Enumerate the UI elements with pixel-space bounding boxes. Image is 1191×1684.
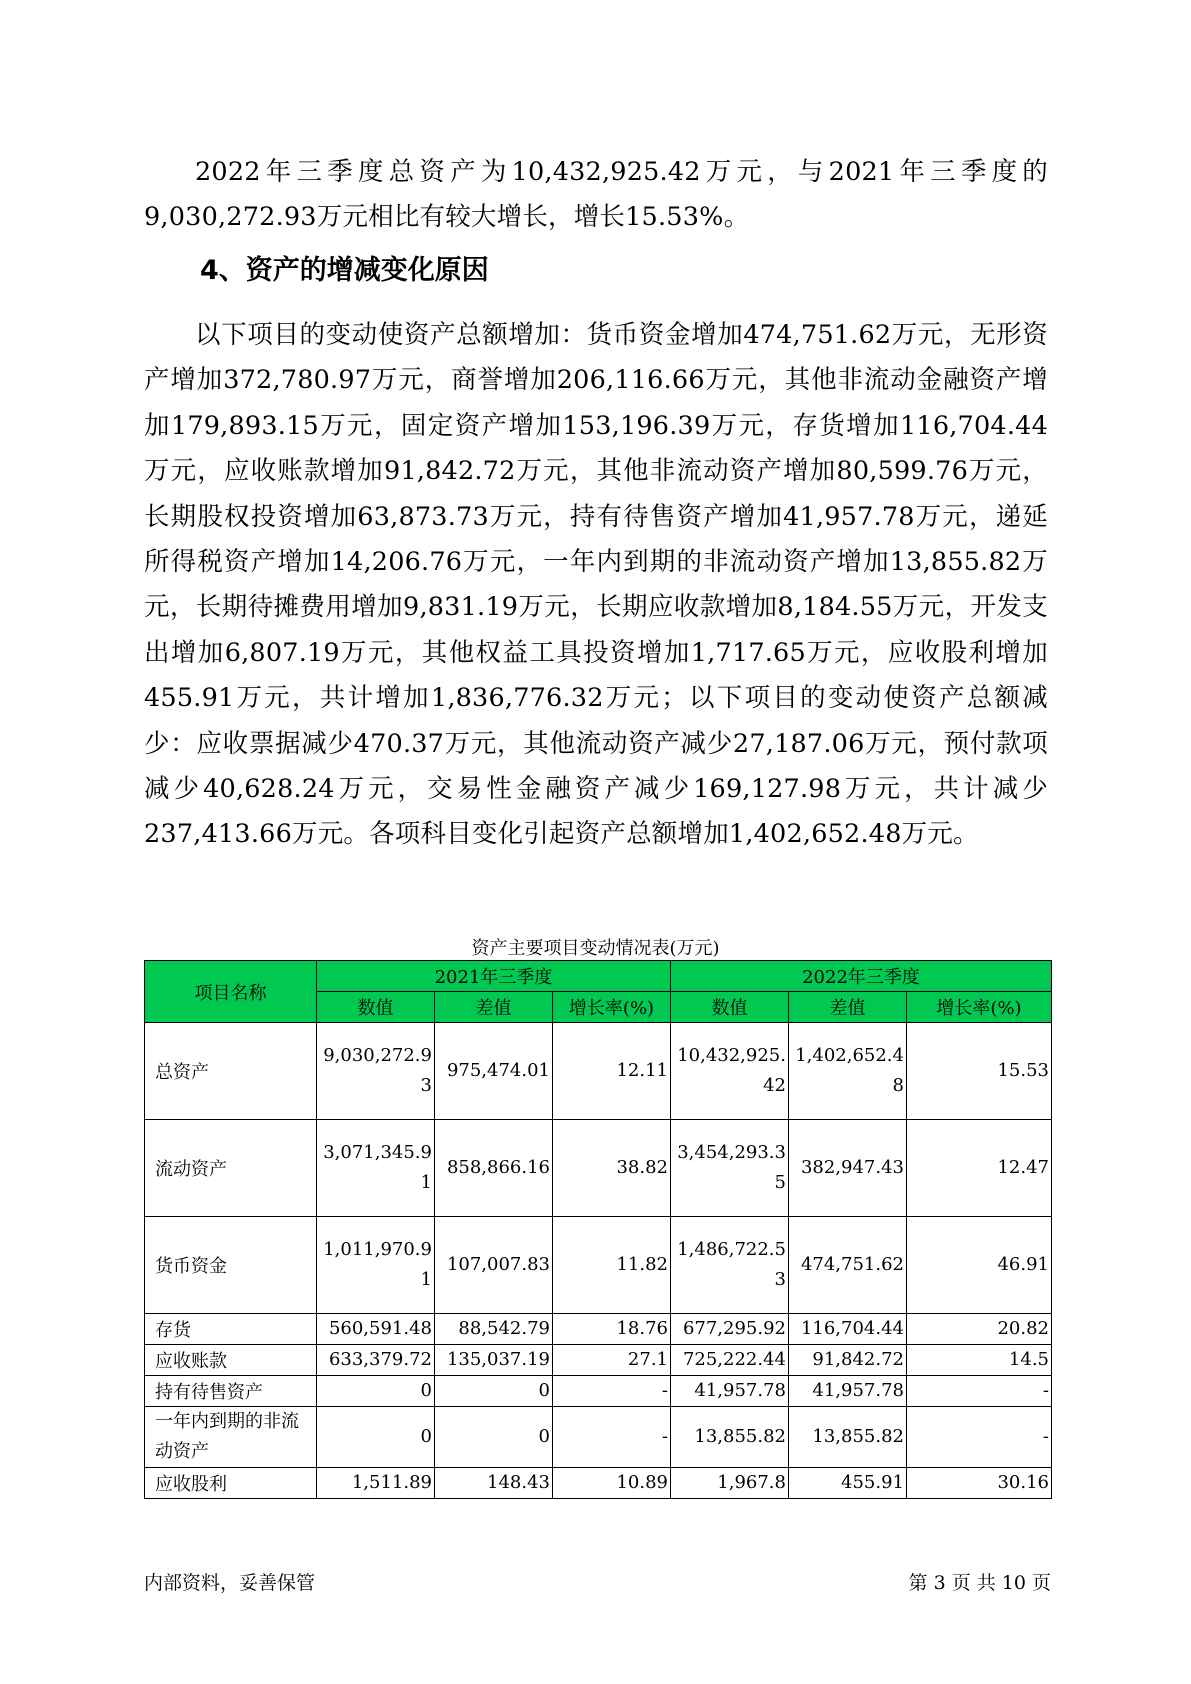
rate-2021: - bbox=[553, 1376, 671, 1407]
diff-2022: 41,957.78 bbox=[789, 1376, 907, 1407]
header-diff-2022: 差值 bbox=[789, 992, 907, 1023]
asset-change-table bbox=[144, 960, 1052, 1499]
diff-2021: 107,007.83 bbox=[435, 1217, 553, 1314]
diff-2022: 455.91 bbox=[789, 1468, 907, 1499]
value-2021: 560,591.48 bbox=[317, 1314, 435, 1345]
row-name: 总资产 bbox=[145, 1023, 317, 1120]
rate-2022: - bbox=[907, 1376, 1052, 1407]
rate-2021: 38.82 bbox=[553, 1120, 671, 1217]
rate-2021: 12.11 bbox=[553, 1023, 671, 1120]
rate-2021: 18.76 bbox=[553, 1314, 671, 1345]
table-row bbox=[145, 1376, 1052, 1407]
header-rate-2022: 增长率(%) bbox=[907, 992, 1052, 1023]
diff-2021: 0 bbox=[435, 1376, 553, 1407]
value-2022: 1,486,722.53 bbox=[671, 1217, 789, 1314]
row-name: 应收账款 bbox=[145, 1345, 317, 1376]
row-name: 存货 bbox=[145, 1314, 317, 1345]
header-rate-2021: 增长率(%) bbox=[553, 992, 671, 1023]
value-2022: 725,222.44 bbox=[671, 1345, 789, 1376]
table-caption: 资产主要项目变动情况表(万元) bbox=[471, 938, 720, 959]
value-2022: 677,295.92 bbox=[671, 1314, 789, 1345]
table-row bbox=[145, 1468, 1052, 1499]
diff-2022: 474,751.62 bbox=[789, 1217, 907, 1314]
diff-2021: 975,474.01 bbox=[435, 1023, 553, 1120]
row-name: 持有待售资产 bbox=[145, 1376, 317, 1407]
section-heading: 4、资产的增减变化原因 bbox=[200, 255, 489, 286]
diff-2022: 382,947.43 bbox=[789, 1120, 907, 1217]
value-2021: 633,379.72 bbox=[317, 1345, 435, 1376]
diff-2022: 116,704.44 bbox=[789, 1314, 907, 1345]
header-period-2021: 2021年三季度 bbox=[317, 961, 671, 992]
header-value-2021: 数值 bbox=[317, 992, 435, 1023]
value-2021: 3,071,345.91 bbox=[317, 1120, 435, 1217]
paragraph-asset-changes: 以下项目的变动使资产总额增加：货币资金增加474,751.62万元，无形资产增加372,780.97万元，商誉增加206,116.66万元，其他非流动金融资产增加179,893.15万元，固定资产增加153,196.39万元，存货增加116,704.44万元，应收账款增加91,842.72万元，其他非流动资产增加80,599.76万元，长期股权投资增加63,873.73万元，持有待售资产增加41,957.78万元，递延所得税资产增加14,206.76万元，一年内到期的非流动资产增加13,855.82万元，长期待摊费用增加9,831.19万元，长期应收款增加8,184.55万元，开发支出增加6,807.19万元，其他权益工具投资增加1,717.65万元，应收股利增加455.91万元，共计增加1,836,776.32万元；以下项目的变动使资产总额减少：应收票据减少470.37万元，其他流动资产减少27,187.06万元，预付款项减少40,628.24万元，交易性金融资产减少169,127.98万元，共计减少237,413.66万元。各项科目变化引起资产总额增加1,402,652.48万元。 bbox=[144, 320, 1048, 850]
rate-2022: 12.47 bbox=[907, 1120, 1052, 1217]
value-2022: 3,454,293.35 bbox=[671, 1120, 789, 1217]
table-row bbox=[145, 1345, 1052, 1376]
value-2021: 0 bbox=[317, 1376, 435, 1407]
rate-2022: 46.91 bbox=[907, 1217, 1052, 1314]
value-2021: 0 bbox=[317, 1407, 435, 1468]
rate-2021: 27.1 bbox=[553, 1345, 671, 1376]
table-row bbox=[145, 1217, 1052, 1314]
row-name: 一年内到期的非流动资产 bbox=[145, 1407, 317, 1468]
rate-2021: 10.89 bbox=[553, 1468, 671, 1499]
value-2022: 10,432,925.42 bbox=[671, 1023, 789, 1120]
row-name: 货币资金 bbox=[145, 1217, 317, 1314]
value-2021: 1,011,970.91 bbox=[317, 1217, 435, 1314]
table-row bbox=[145, 1407, 1052, 1468]
rate-2022: 20.82 bbox=[907, 1314, 1052, 1345]
value-2021: 9,030,272.93 bbox=[317, 1023, 435, 1120]
header-item-name: 项目名称 bbox=[145, 961, 317, 1023]
value-2021: 1,511.89 bbox=[317, 1468, 435, 1499]
rate-2021: - bbox=[553, 1407, 671, 1468]
value-2022: 1,967.8 bbox=[671, 1468, 789, 1499]
diff-2022: 91,842.72 bbox=[789, 1345, 907, 1376]
value-2022: 13,855.82 bbox=[671, 1407, 789, 1468]
rate-2022: 30.16 bbox=[907, 1468, 1052, 1499]
table-row bbox=[145, 1314, 1052, 1345]
header-diff-2021: 差值 bbox=[435, 992, 553, 1023]
diff-2022: 13,855.82 bbox=[789, 1407, 907, 1468]
row-name: 流动资产 bbox=[145, 1120, 317, 1217]
diff-2021: 135,037.19 bbox=[435, 1345, 553, 1376]
value-2022: 41,957.78 bbox=[671, 1376, 789, 1407]
rate-2021: 11.82 bbox=[553, 1217, 671, 1314]
table-row bbox=[145, 1023, 1052, 1120]
footer-confidential-note: 内部资料，妥善保管 bbox=[144, 1572, 316, 1594]
header-value-2022: 数值 bbox=[671, 992, 789, 1023]
footer-page-number: 第 3 页 共 10 页 bbox=[908, 1572, 1051, 1594]
diff-2021: 148.43 bbox=[435, 1468, 553, 1499]
rate-2022: 14.5 bbox=[907, 1345, 1052, 1376]
header-period-2022: 2022年三季度 bbox=[671, 961, 1052, 992]
diff-2022: 1,402,652.48 bbox=[789, 1023, 907, 1120]
diff-2021: 858,866.16 bbox=[435, 1120, 553, 1217]
table-row bbox=[145, 1120, 1052, 1217]
diff-2021: 88,542.79 bbox=[435, 1314, 553, 1345]
paragraph-total-assets: 2022年三季度总资产为10,432,925.42万元，与2021年三季度的9,030,272.93万元相比有较大增长，增长15.53%。 bbox=[144, 157, 1048, 233]
diff-2021: 0 bbox=[435, 1407, 553, 1468]
rate-2022: - bbox=[907, 1407, 1052, 1468]
row-name: 应收股利 bbox=[145, 1468, 317, 1499]
rate-2022: 15.53 bbox=[907, 1023, 1052, 1120]
